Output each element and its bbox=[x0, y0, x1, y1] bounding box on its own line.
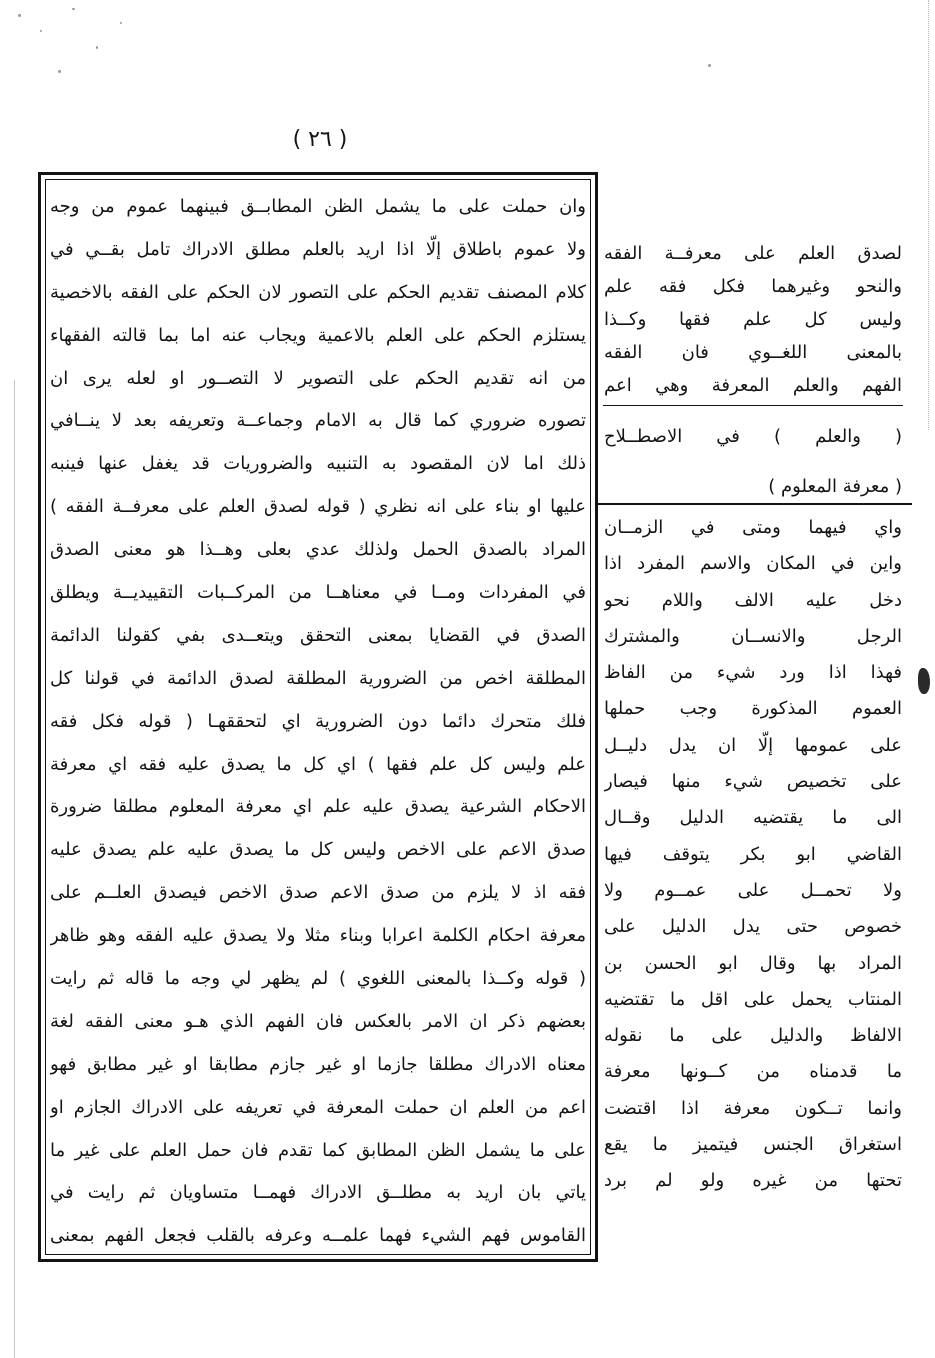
margin-matn-line: ( معرفة المعلوم ) bbox=[768, 476, 902, 497]
main-text-line: ( قوله وكــذا بالمعنى اللغوي ) لم يظهر لي وجه ما قاله ثم رايت bbox=[50, 968, 586, 990]
margin-continued-line: المنتاب يحمل على اقل ما تقتضيه bbox=[604, 988, 902, 1010]
main-text-line: وان حملت على ما يشمل الظن المطابــق فبينهما عموم من وجه bbox=[50, 196, 586, 217]
margin-continued-line: الالفاظ والدليل على ما نقوله bbox=[604, 1025, 902, 1047]
margin-continued-block bbox=[604, 510, 902, 1200]
scan-speck bbox=[72, 8, 75, 10]
margin-continued-line: على تخصيص شيء منها فيصار bbox=[604, 771, 902, 793]
page-number: ( ٢٦ ) bbox=[292, 127, 348, 152]
margin-continued-line: دخل عليه الالف واللام نحو bbox=[604, 589, 902, 611]
margin-commentary-line: والنحو وغيرهما فكل فقه علم bbox=[604, 276, 902, 297]
margin-commentary-line: الفهم والعلم المعرفة وهي اعم bbox=[604, 375, 902, 396]
margin-continued-line: واي فيهما ومتى في الزمــان bbox=[604, 517, 902, 538]
margin-continued-line: وانما تــكون معرفة اذا اقتضت bbox=[604, 1097, 902, 1119]
margin-continued-line: خصوص حتى يدل الدليل على bbox=[604, 916, 902, 938]
main-text-line: معناه الادراك مطلقا جازما او غير جازم مطابقا او غير مطابق فهو bbox=[50, 1053, 586, 1075]
margin-continued-line: على عمومها إلّا ان يدل دليــل bbox=[604, 734, 902, 756]
main-text-line: على ما يشمل الظن المطابق كما تقدم فان حمل العلم على غير ما bbox=[50, 1139, 586, 1161]
main-text-line: يستلزم الحكم على العلم بالاعمية ويجاب عنه اما بما قالته الفقهاء bbox=[50, 324, 586, 346]
margin-continued-line: الى ما يقتضيه الدليل وقــال bbox=[604, 807, 902, 829]
margin-continued-line: استغراق الجنس فيتميز ما يقع bbox=[604, 1134, 902, 1156]
margin-commentary-line: لصدق العلم على معرفــة الفقه bbox=[604, 243, 902, 264]
main-text-line: المراد بالصدق الحمل ولذلك عدي بعلى وهــذا هو معنى الصدق bbox=[50, 539, 586, 561]
margin-commentary-line: بالمعنى اللغــوي فان الفقه bbox=[604, 342, 902, 363]
scan-ink-blot bbox=[918, 668, 930, 694]
main-text-line: تصوره ضروري كما قال به الامام وجماعــة وتعريفه بعد لا ينــافي bbox=[50, 410, 586, 432]
margin-rule bbox=[603, 405, 903, 406]
main-text-line: علم وليس كل علم فقها ) اي كل ما يصدق عليه فقه اي معرفة bbox=[50, 753, 586, 775]
scan-speck bbox=[120, 22, 122, 24]
margin-continued-line: القاضي ابو بكر يتوقف فيها bbox=[604, 843, 902, 865]
main-text-line: كلام المصنف تقديم الحكم على التصور لان الحكم على الفقه بالاخصية bbox=[50, 281, 586, 303]
margin-section-divider bbox=[598, 503, 912, 505]
main-text-line: اعم من العلم ان حملت المعرفة في تعريفه على الادراك الجازم او bbox=[50, 1096, 586, 1118]
main-text-line: ولا عموم باطلاق إلّا اذا اريد بالعلم مطلق الادراك تامل بقــي في bbox=[50, 238, 586, 260]
main-text-line: في المفردات ومــا في معناهــا من المركــبات التقييديــة ويطلق bbox=[50, 582, 586, 604]
main-text-line: عليها او بناء على انه نظري ( قوله لصدق العلم على معرفــة الفقه ) bbox=[50, 496, 586, 518]
main-text-line: معرفة احكام الكلمة اعرابا وبناء مثلا ولا يصدق عليه الفقه وهو ظاهر bbox=[50, 925, 586, 947]
margin-matn-line: ( والعلم ) في الاصطــلاح bbox=[604, 426, 902, 447]
main-text-line: المطلقة اخص من الضرورية المطلقة لصدق الدائمة في قولنا كل bbox=[50, 667, 586, 689]
scan-speck bbox=[18, 14, 21, 17]
main-text-line: ذلك اما لان المقصود به التنبيه والضروريات قد يغفل عنها فينبه bbox=[50, 453, 586, 475]
scan-speck bbox=[96, 46, 98, 49]
margin-continued-line: ما قدمناه من كــونها معرفة bbox=[604, 1061, 902, 1083]
scan-edge-dots bbox=[928, 0, 929, 430]
scan-speck bbox=[708, 64, 711, 67]
main-text-line: فقه اذ لا يلزم من صدق الاعم صدق الاخص فيصدق العلــم على bbox=[50, 882, 586, 904]
main-text-line: القاموس فهم الشيء فهما علمــه وعرفه بالقلب فجعل الفهم بمعنى bbox=[50, 1225, 586, 1247]
main-text-block bbox=[50, 186, 586, 1258]
main-text-line: الصدق في القضايا بمعنى التحقق ويتعــدى بفي كقولنا الدائمة bbox=[50, 624, 586, 646]
scan-speck bbox=[40, 30, 42, 32]
margin-commentary-block bbox=[604, 237, 902, 402]
binding-shadow bbox=[14, 380, 15, 1358]
margin-continued-line: العموم المذكورة وجب حملها bbox=[604, 698, 902, 720]
main-text-line: صدق الاعم على الاخص وليس كل ما يصدق عليه علم يصدق عليه bbox=[50, 839, 586, 861]
main-text-line: فلك متحرك دائما دون الضرورية اي لتحققهـا ( قوله فكل فقه bbox=[50, 710, 586, 732]
main-text-line: بعضهم ذكر ان الامر بالعكس فان الفهم الذي هـو معنى الفقه لغة bbox=[50, 1010, 586, 1032]
scan-speck bbox=[58, 70, 61, 73]
margin-continued-line: فهذا اذا ورد شيء من الفاظ bbox=[604, 662, 902, 684]
margin-continued-line: المراد بها وقال ابو الحسن بن bbox=[604, 952, 902, 974]
margin-continued-line: الرجل والانســان والمشترك bbox=[604, 625, 902, 647]
margin-continued-line: واين في المكان والاسم المفرد اذا bbox=[604, 553, 902, 575]
main-text-line: الاحكام الشرعية يصدق عليه علم اي معرفة المعلوم مطلقا ضرورة bbox=[50, 796, 586, 818]
margin-commentary-line: وليس كل علم فقها وكــذا bbox=[604, 309, 902, 330]
margin-continued-line: تحتها من غيره ولو لم برد bbox=[604, 1170, 902, 1192]
main-text-line: ياتي بان اريد به مطلــق الادراك فهمــا متساويان ثم رايت في bbox=[50, 1182, 586, 1204]
main-text-line: من انه تقديم الحكم على التصوير لا التصــور او لعله يرى ان bbox=[50, 367, 586, 389]
margin-continued-line: ولا تحمــل على عمــوم ولا bbox=[604, 879, 902, 901]
